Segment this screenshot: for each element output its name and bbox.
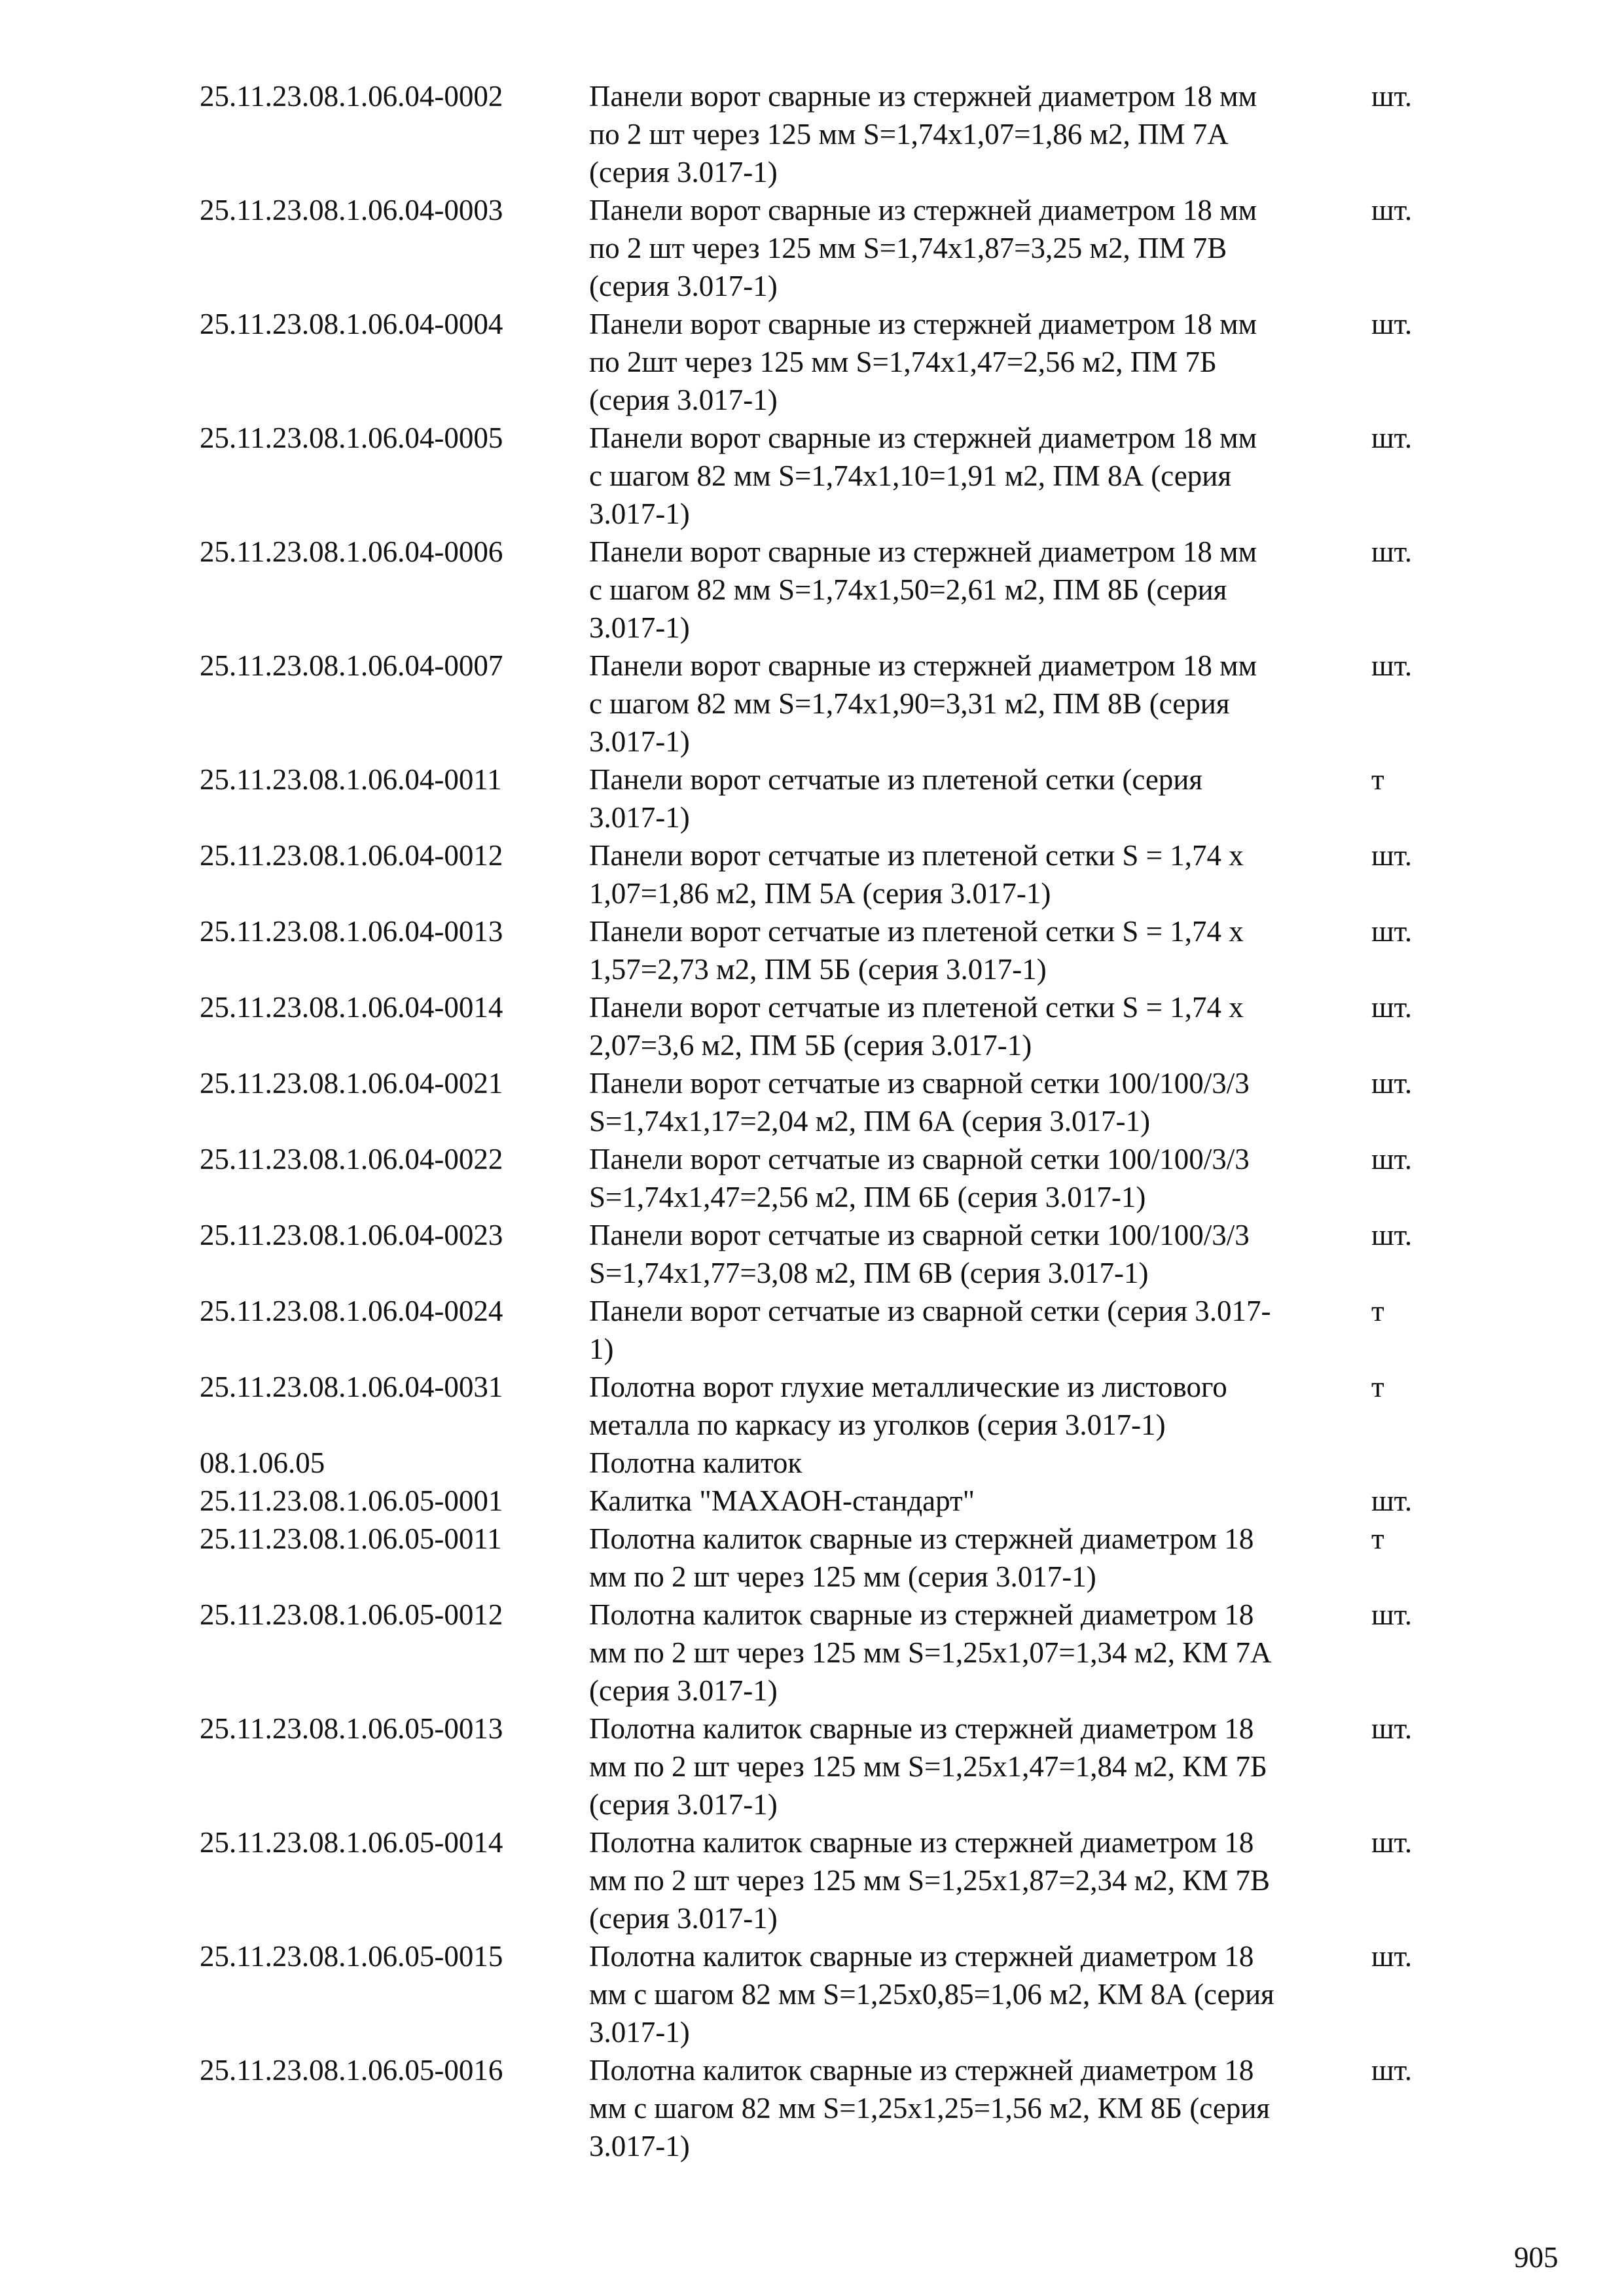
resource-name — [589, 1937, 1371, 2051]
resource-name-line: Панели ворот сетчатые из плетеной сетки S = 1,74 х — [589, 915, 1244, 948]
resource-name-line: Полотна калиток сварные из стержней диаметром 18 — [589, 1940, 1254, 1973]
unit-of-measure: шт. — [1371, 2054, 1413, 2087]
resource-name — [589, 836, 1371, 912]
unit-of-measure: шт. — [1371, 915, 1413, 948]
resource-code: 25.11.23.08.1.06.04-0004 — [200, 308, 503, 340]
resource-code: 25.11.23.08.1.06.05-0015 — [200, 1940, 503, 1973]
resource-name-line: с шагом 82 мм S=1,74x1,50=2,61 м2, ПМ 8Б (серия — [589, 573, 1227, 606]
resource-name-line: Панели ворот сетчатые из сварной сетки (серия 3.017- — [589, 1295, 1271, 1327]
table-row — [200, 1596, 1443, 1710]
resource-name-line: Полотна калиток сварные из стержней диаметром 18 — [589, 1522, 1254, 1555]
unit-of-measure: шт. — [1371, 1712, 1413, 1745]
resource-name-line: мм по 2 шт через 125 мм S=1,25x1,87=2,34 м2, КМ 7В — [589, 1864, 1271, 1897]
resource-code: 25.11.23.08.1.06.04-0007 — [200, 649, 503, 682]
resource-code: 25.11.23.08.1.06.04-0014 — [200, 991, 503, 1024]
table-row — [200, 77, 1443, 191]
resource-code: 25.11.23.08.1.06.04-0005 — [200, 422, 503, 454]
resource-name-line: Полотна ворот глухие металлические из листового — [589, 1371, 1227, 1403]
resource-name-line: Полотна калиток — [589, 1446, 803, 1479]
table-row — [200, 1444, 1443, 1482]
resource-code: 25.11.23.08.1.06.04-0024 — [200, 1295, 503, 1327]
resource-code: 08.1.06.05 — [200, 1446, 325, 1479]
table-row — [200, 1216, 1443, 1292]
table-row — [200, 1368, 1443, 1444]
table-row — [200, 1823, 1443, 1937]
resource-name — [589, 2051, 1371, 2165]
table-row — [200, 1937, 1443, 2051]
unit-of-measure: шт. — [1371, 1143, 1413, 1175]
resource-code: 25.11.23.08.1.06.04-0022 — [200, 1143, 503, 1175]
resource-name-line: S=1,74x1,77=3,08 м2, ПМ 6В (серия 3.017-1) — [589, 1257, 1149, 1289]
unit-of-measure: шт. — [1371, 80, 1413, 113]
resource-name-line: Калитка "МАХАОН-стандарт" — [589, 1484, 975, 1517]
resource-code: 25.11.23.08.1.06.04-0002 — [200, 80, 503, 113]
resource-code: 25.11.23.08.1.06.04-0003 — [200, 194, 503, 226]
unit-of-measure: шт. — [1371, 422, 1413, 454]
table-row — [200, 191, 1443, 305]
unit-of-measure: т — [1371, 763, 1384, 796]
unit-of-measure: шт. — [1371, 1484, 1413, 1517]
resource-name — [589, 1064, 1371, 1140]
resource-name — [589, 1520, 1371, 1596]
page-number: 905 — [1514, 2241, 1559, 2274]
resource-name — [589, 1710, 1371, 1823]
resource-name — [589, 1140, 1371, 1216]
resource-name-line: (серия 3.017-1) — [589, 1674, 778, 1707]
resource-name-line: (серия 3.017-1) — [589, 270, 778, 302]
resource-name-line: 3.017-1) — [589, 2016, 690, 2049]
table-row — [200, 1520, 1443, 1596]
unit-of-measure: т — [1371, 1522, 1384, 1555]
resource-code: 25.11.23.08.1.06.05-0011 — [200, 1522, 502, 1555]
resource-code: 25.11.23.08.1.06.04-0031 — [200, 1371, 503, 1403]
resource-code: 25.11.23.08.1.06.04-0006 — [200, 535, 503, 568]
resource-name-line: 3.017-1) — [589, 2130, 690, 2162]
table-row — [200, 1710, 1443, 1823]
unit-of-measure: шт. — [1371, 1598, 1413, 1631]
resource-name-line: (серия 3.017-1) — [589, 1902, 778, 1935]
resource-name — [589, 191, 1371, 305]
resource-name-line: S=1,74x1,47=2,56 м2, ПМ 6Б (серия 3.017-1) — [589, 1181, 1146, 1213]
resource-code: 25.11.23.08.1.06.05-0014 — [200, 1826, 503, 1859]
resource-name-line: 3.017-1) — [589, 497, 690, 530]
table-row — [200, 1064, 1443, 1140]
resource-name-line: Полотна калиток сварные из стержней диаметром 18 — [589, 2054, 1254, 2087]
resource-name — [589, 1444, 1371, 1482]
table-row — [200, 1482, 1443, 1520]
unit-of-measure: шт. — [1371, 839, 1413, 872]
resource-name-line: мм с шагом 82 мм S=1,25x0,85=1,06 м2, КМ 8А (серия — [589, 1978, 1274, 2011]
resource-name-line: Полотна калиток сварные из стержней диаметром 18 — [589, 1826, 1254, 1859]
unit-of-measure: шт. — [1371, 991, 1413, 1024]
resource-name-line: 3.017-1) — [589, 801, 690, 834]
unit-of-measure: т — [1371, 1371, 1384, 1403]
table-row — [200, 988, 1443, 1064]
resource-name-line: Панели ворот сетчатые из плетеной сетки S = 1,74 х — [589, 839, 1244, 872]
unit-of-measure: т — [1371, 1295, 1384, 1327]
resource-name-line: Панели ворот сварные из стержней диаметром 18 мм — [589, 422, 1257, 454]
resource-code: 25.11.23.08.1.06.04-0023 — [200, 1219, 503, 1251]
resource-name-line: Панели ворот сетчатые из сварной сетки 100/100/3/3 — [589, 1219, 1250, 1251]
resource-code: 25.11.23.08.1.06.04-0013 — [200, 915, 503, 948]
resource-name-line: мм по 2 шт через 125 мм S=1,25x1,47=1,84 м2, КМ 7Б — [589, 1750, 1267, 1783]
resource-code: 25.11.23.08.1.06.04-0021 — [200, 1067, 503, 1100]
resource-name-line: Панели ворот сварные из стержней диаметром 18 мм — [589, 194, 1257, 226]
resource-name-line: S=1,74x1,17=2,04 м2, ПМ 6А (серия 3.017-1) — [589, 1105, 1150, 1138]
resource-code: 25.11.23.08.1.06.04-0011 — [200, 763, 502, 796]
resource-name — [589, 305, 1371, 419]
resource-name-line: мм по 2 шт через 125 мм S=1,25x1,07=1,34 м2, КМ 7А — [589, 1636, 1272, 1669]
resource-name-line: по 2шт через 125 мм S=1,74x1,47=2,56 м2, ПМ 7Б — [589, 346, 1217, 378]
resource-name-line: металла по каркасу из уголков (серия 3.017-1) — [589, 1408, 1166, 1441]
resource-name-line: Панели ворот сварные из стержней диаметром 18 мм — [589, 80, 1257, 113]
resource-name — [589, 77, 1371, 191]
resource-name-line: Панели ворот сетчатые из сварной сетки 100/100/3/3 — [589, 1067, 1250, 1100]
resource-name — [589, 912, 1371, 988]
table-row — [200, 1292, 1443, 1368]
resource-name-line: 2,07=3,6 м2, ПМ 5Б (серия 3.017-1) — [589, 1029, 1032, 1062]
resource-name-line: Панели ворот сварные из стержней диаметром 18 мм — [589, 649, 1257, 682]
resource-name-line: по 2 шт через 125 мм S=1,74x1,07=1,86 м2, ПМ 7А — [589, 118, 1229, 151]
resource-name — [589, 1482, 1371, 1520]
resource-name-line: Панели ворот сварные из стержней диаметром 18 мм — [589, 308, 1257, 340]
resource-name-line: 3.017-1) — [589, 725, 690, 758]
unit-of-measure: шт. — [1371, 1940, 1413, 1973]
resource-name-line: Полотна калиток сварные из стержней диаметром 18 — [589, 1598, 1254, 1631]
resource-name-line: Панели ворот сварные из стержней диаметром 18 мм — [589, 535, 1257, 568]
unit-of-measure: шт. — [1371, 1067, 1413, 1100]
table-row — [200, 533, 1443, 647]
resource-name — [589, 1596, 1371, 1710]
resource-name-line: мм с шагом 82 мм S=1,25x1,25=1,56 м2, КМ 8Б (серия — [589, 2092, 1271, 2125]
resource-name — [589, 1292, 1371, 1368]
resource-name-line: Полотна калиток сварные из стержней диаметром 18 — [589, 1712, 1254, 1745]
unit-of-measure: шт. — [1371, 308, 1413, 340]
resource-name-line: Панели ворот сетчатые из плетеной сетки S = 1,74 х — [589, 991, 1244, 1024]
resource-name-line: 1,07=1,86 м2, ПМ 5А (серия 3.017-1) — [589, 877, 1051, 910]
resource-code: 25.11.23.08.1.06.04-0012 — [200, 839, 503, 872]
resource-code: 25.11.23.08.1.06.05-0013 — [200, 1712, 503, 1745]
resource-name-line: 1,57=2,73 м2, ПМ 5Б (серия 3.017-1) — [589, 953, 1047, 986]
resource-name-line: по 2 шт через 125 мм S=1,74x1,87=3,25 м2, ПМ 7В — [589, 232, 1227, 264]
resource-code: 25.11.23.08.1.06.05-0001 — [200, 1484, 503, 1517]
resource-table — [200, 77, 1443, 2165]
resource-code: 25.11.23.08.1.06.05-0012 — [200, 1598, 503, 1631]
unit-of-measure: шт. — [1371, 194, 1413, 226]
unit-of-measure: шт. — [1371, 1219, 1413, 1251]
resource-name-line: с шагом 82 мм S=1,74x1,10=1,91 м2, ПМ 8А (серия — [589, 459, 1232, 492]
table-row — [200, 305, 1443, 419]
resource-name-line: 1) — [589, 1333, 614, 1365]
resource-name — [589, 761, 1371, 836]
resource-name — [589, 647, 1371, 761]
table-row — [200, 761, 1443, 836]
resource-name — [589, 1216, 1371, 1292]
table-row — [200, 2051, 1443, 2165]
resource-name — [589, 1823, 1371, 1937]
resource-name-line: (серия 3.017-1) — [589, 384, 778, 416]
resource-code: 25.11.23.08.1.06.05-0016 — [200, 2054, 503, 2087]
table-row — [200, 836, 1443, 912]
resource-name-line: Панели ворот сетчатые из сварной сетки 100/100/3/3 — [589, 1143, 1250, 1175]
unit-of-measure: шт. — [1371, 649, 1413, 682]
table-row — [200, 647, 1443, 761]
resource-name-line: мм по 2 шт через 125 мм (серия 3.017-1) — [589, 1560, 1096, 1593]
resource-name-line: Панели ворот сетчатые из плетеной сетки (серия — [589, 763, 1203, 796]
resource-name-line: с шагом 82 мм S=1,74x1,90=3,31 м2, ПМ 8В (серия — [589, 687, 1230, 720]
resource-name-line: (серия 3.017-1) — [589, 156, 778, 188]
resource-name-line: (серия 3.017-1) — [589, 1788, 778, 1821]
resource-name — [589, 1368, 1371, 1444]
resource-name — [589, 419, 1371, 533]
unit-of-measure: шт. — [1371, 1826, 1413, 1859]
table-row — [200, 1140, 1443, 1216]
resource-name — [589, 988, 1371, 1064]
resource-name-line: 3.017-1) — [589, 611, 690, 644]
table-row — [200, 912, 1443, 988]
unit-of-measure: шт. — [1371, 535, 1413, 568]
table-row — [200, 419, 1443, 533]
resource-name — [589, 533, 1371, 647]
